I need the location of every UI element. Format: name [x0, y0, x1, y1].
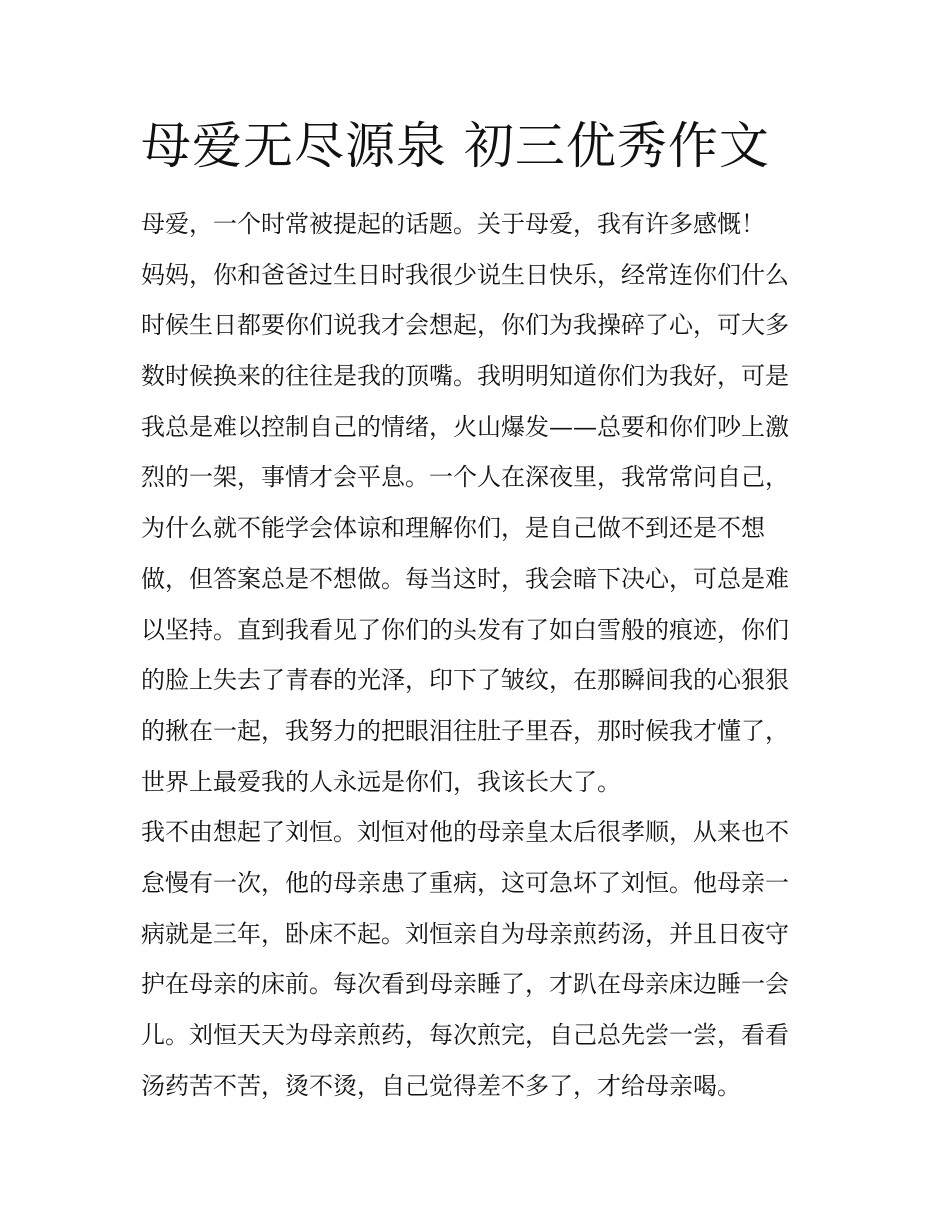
text-line: 世界上最爱我的人永远是你们，我该长大了。 [141, 767, 621, 796]
essay-body [141, 201, 831, 1113]
text-line: 做，但答案总是不想做。每当这时，我会暗下决心，可总是难 [141, 564, 789, 593]
text-line: 数时候换来的往往是我的顶嘴。我明明知道你们为我好，可是 [141, 362, 789, 391]
text-line: 时候生日都要你们说我才会想起，你们为我操碎了心，可大多 [141, 311, 789, 340]
text-line: 护在母亲的床前。每次看到母亲睡了，才趴在母亲床边睡一会 [141, 970, 789, 999]
text-line: 烈的一架，事情才会平息。一个人在深夜里，我常常问自己， [141, 463, 789, 492]
text-line: 为什么就不能学会体谅和理解你们，是自己做不到还是不想 [141, 514, 765, 543]
text-line: 我总是难以控制自己的情绪，火山爆发——总要和你们吵上激 [141, 412, 789, 441]
text-line: 我不由想起了刘恒。刘恒对他的母亲皇太后很孝顺，从来也不 [141, 818, 789, 847]
text-line: 儿。刘恒天天为母亲煎药，每次煎完，自己总先尝一尝，看看 [141, 1021, 789, 1049]
text-line: 以坚持。直到我看见了你们的头发有了如白雪般的痕迹，你们 [141, 615, 789, 644]
document-title: 母爱无尽源泉 初三优秀作文 [141, 117, 770, 175]
text-line: 的揪在一起，我努力的把眼泪往肚子里吞，那时候我才懂了， [141, 716, 789, 745]
text-line: 汤药苦不苦，烫不烫，自己觉得差不多了，才给母亲喝。 [141, 1071, 741, 1100]
text-line: 妈妈，你和爸爸过生日时我很少说生日快乐，经常连你们什么 [141, 260, 789, 289]
text-line: 怠慢有一次，他的母亲患了重病，这可急坏了刘恒。他母亲一 [141, 868, 789, 897]
text-line: 病就是三年，卧床不起。刘恒亲自为母亲煎药汤，并且日夜守 [141, 919, 789, 948]
text-line: 母爱，一个时常被提起的话题。关于母爱，我有许多感慨！ [141, 210, 765, 238]
text-line: 的脸上失去了青春的光泽，印下了皱纹，在那瞬间我的心狠狠 [141, 666, 789, 695]
